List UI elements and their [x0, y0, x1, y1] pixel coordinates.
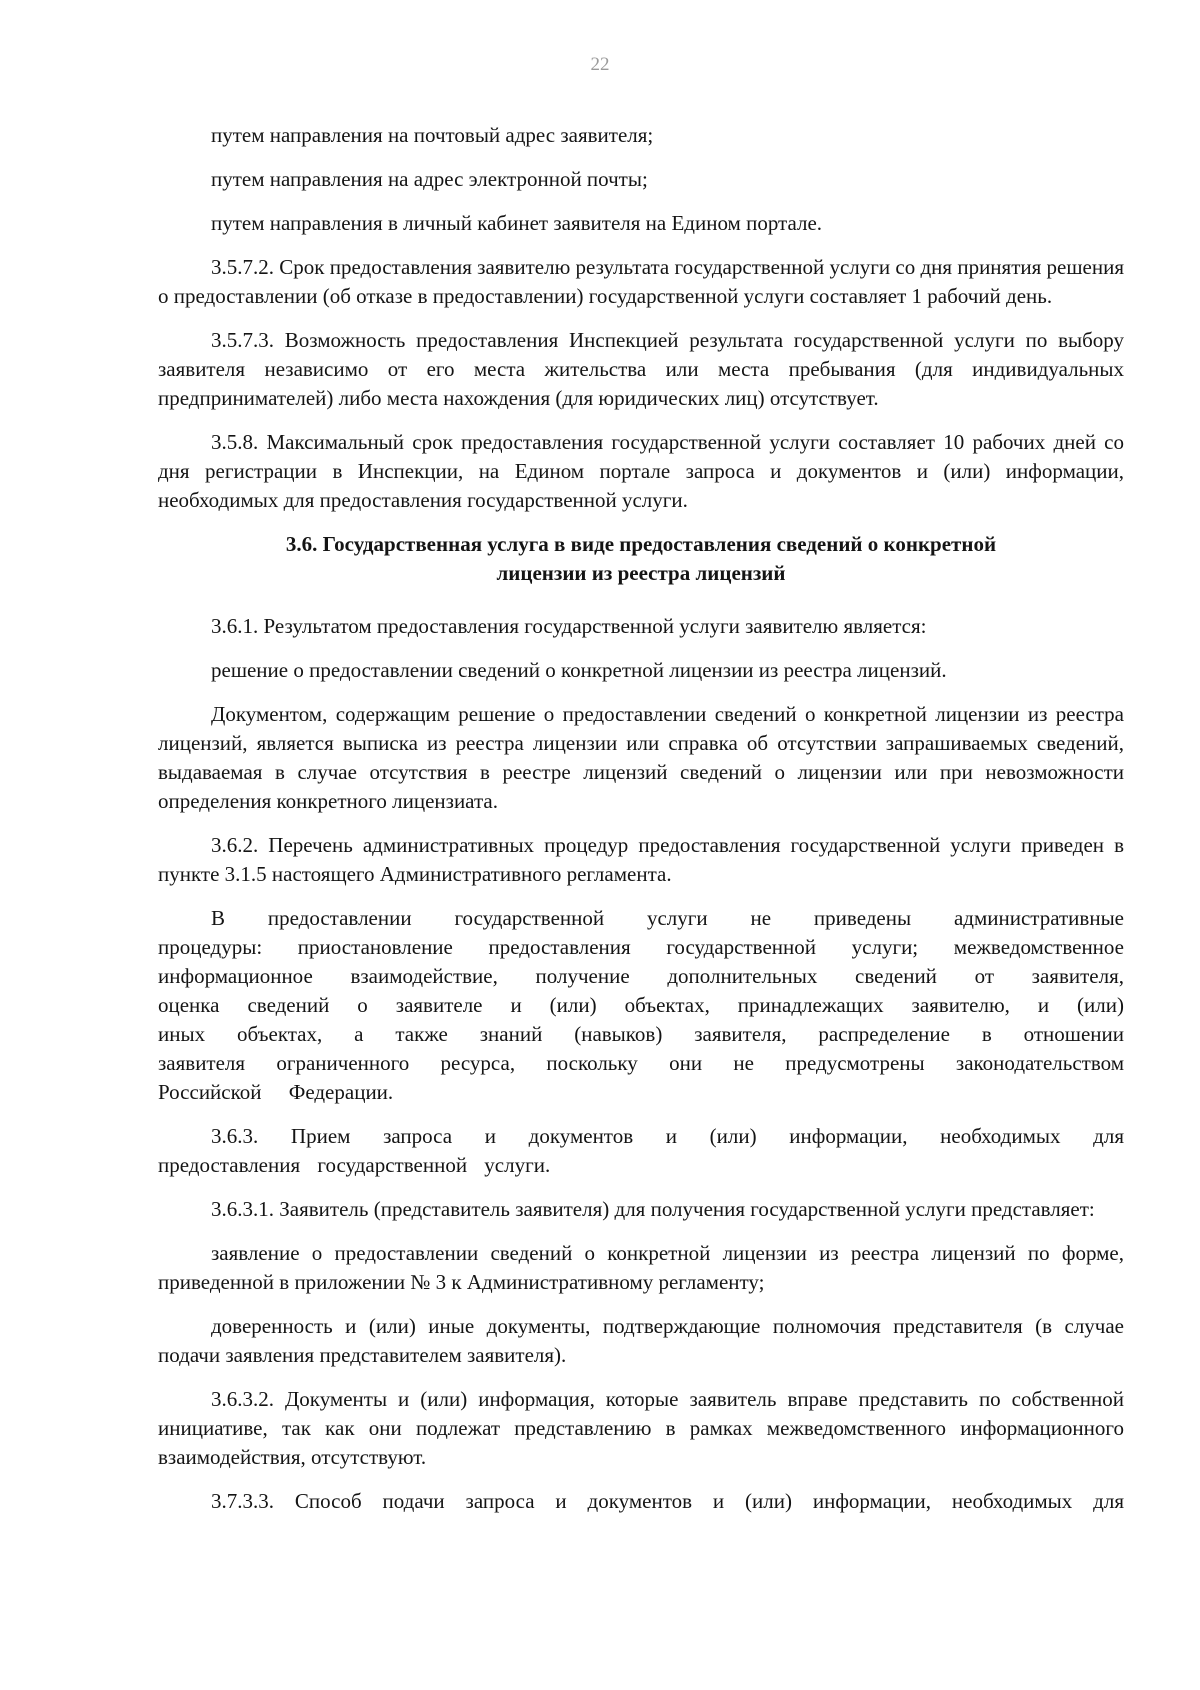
- section-heading-line-1: 3.6. Государственная услуга в виде предоставления сведений о конкретной: [285, 532, 997, 556]
- paragraph-3-5-7-2: 3.5.7.2. Срок предоставления заявителю результата государственной услуги со дня принятия решения о предоставлении (об отказе в предоставлении) государственной услуги составляет 1 рабочий день.: [158, 255, 1124, 308]
- paragraph-result-decision: решение о предоставлении сведений о конкретной лицензии из реестра лицензий.: [211, 658, 947, 682]
- paragraph-delivery-email: путем направления на адрес электронной почты;: [211, 167, 648, 191]
- paragraph-delivery-cabinet: путем направления в личный кабинет заявителя на Едином портале.: [211, 211, 823, 235]
- paragraph-3-6-3: 3.6.3. Прием запроса и документов и (или) информации, необходимых для предоставления государственной услуги.: [158, 1124, 1124, 1177]
- paragraph-result-document: Документом, содержащим решение о предоставлении сведений о конкретной лицензии из реестра лицензий, является выписка из реестра лицензии или справка об отсутствии запрашиваемых сведений, выдаваемая в случае отсутствия в реестре лицензий сведений о лицензии или при невозможности определения конкретного лицензиата.: [158, 702, 1124, 813]
- paragraph-3-6-3-1: 3.6.3.1. Заявитель (представитель заявителя) для получения государственной услуги представляет:: [211, 1197, 1095, 1221]
- paragraph-application-form: заявление о предоставлении сведений о конкретной лицензии из реестра лицензий по форме, приведенной в приложении № 3 к Административному регламенту;: [158, 1241, 1124, 1294]
- section-heading-line-2: лицензии из реестра лицензий: [496, 561, 786, 585]
- paragraph-3-7-3-3: 3.7.3.3. Способ подачи запроса и документов и (или) информации, необходимых для: [211, 1489, 1124, 1513]
- paragraph-3-5-8: 3.5.8. Максимальный срок предоставления государственной услуги составляет 10 рабочих дней со дня регистрации в Инспекции, на Едином портале запроса и документов и (или) информации, необходимых для предоставления государственной услуги.: [158, 430, 1124, 512]
- paragraph-3-6-3-2: 3.6.3.2. Документы и (или) информация, которые заявитель вправе представить по собственной инициативе, так как они подлежат представлению в рамках межведомственного информационного взаимодействия, отсутствуют.: [158, 1387, 1124, 1469]
- paragraph-3-6-2: 3.6.2. Перечень административных процедур предоставления государственной услуги приведен в пункте 3.1.5 настоящего Административного регламента.: [158, 833, 1124, 886]
- section-heading-3-6: [158, 530, 1124, 588]
- paragraph-delivery-postal: путем направления на почтовый адрес заявителя;: [211, 123, 654, 147]
- paragraph-3-5-7-3: 3.5.7.3. Возможность предоставления Инспекцией результата государственной услуги по выбору заявителя независимо от его места жительства или места пребывания (для индивидуальных предпринимателей) либо места нахождения (для юридических лиц) отсутствует.: [158, 328, 1124, 410]
- page-number: 22: [590, 54, 610, 75]
- paragraph-power-of-attorney: доверенность и (или) иные документы, подтверждающие полномочия представителя (в случае подачи заявления представителем заявителя).: [158, 1314, 1124, 1367]
- document-body: [158, 121, 1124, 1531]
- paragraph-procedures-not-applied: В предоставлении государственной услуги не приведены административные процедуры: приостановление предоставления государственной услуги; межведомственное информационное взаимодействие, получение дополнительных сведений от заявителя, оценка сведений о заявителе и (или) объектах, принадлежащих заявителю, и (или) иных объектах, а также знаний (навыков) заявителя, распределение в отношении заявителя ограниченного ресурса, поскольку они не предусмотрены законодательством Российской Федерации.: [158, 906, 1124, 1104]
- paragraph-3-6-1: 3.6.1. Результатом предоставления государственной услуги заявителю является:: [211, 614, 927, 638]
